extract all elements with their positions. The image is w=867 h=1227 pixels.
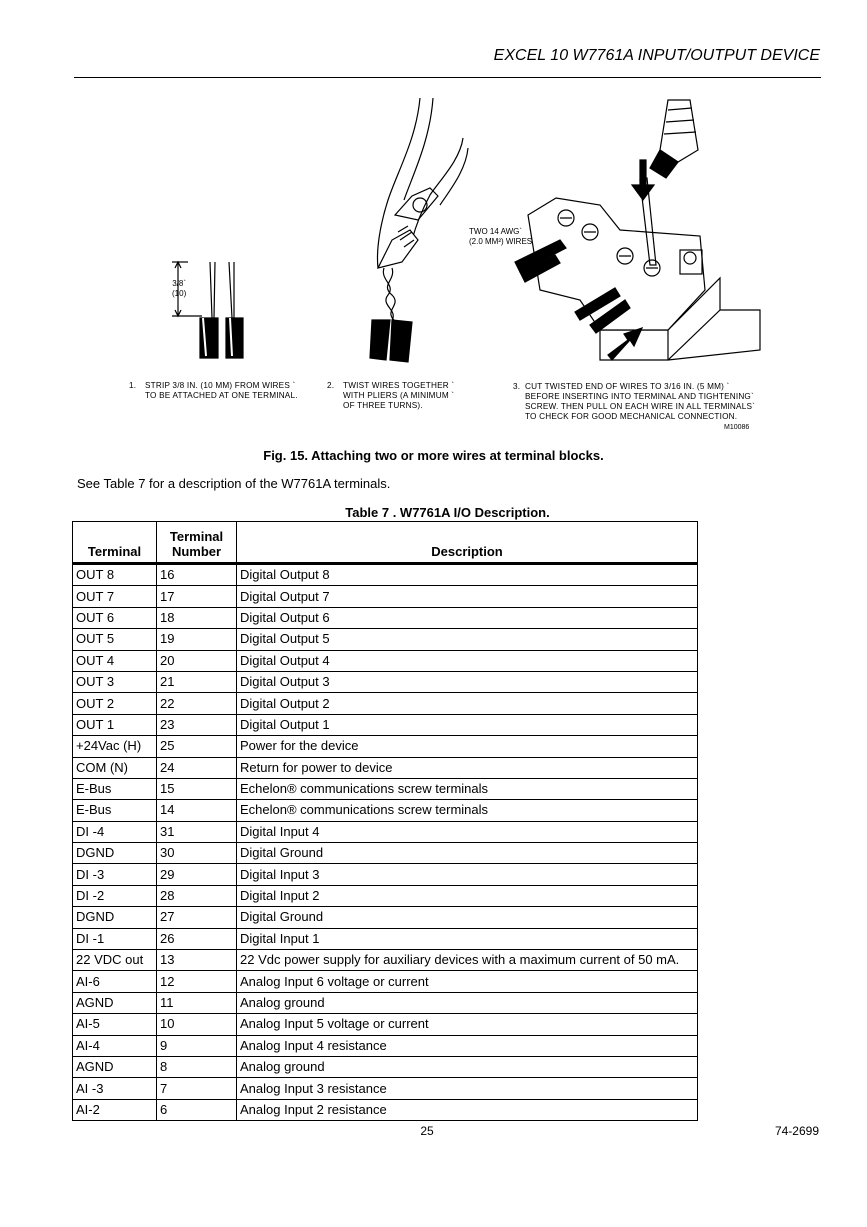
step-3-text: 3. CUT TWISTED END OF WIRES TO 3/16 IN. (5 MM) ` BEFORE INSERTING INTO TERMINAL AND TIGHTENING` SCREW. THEN PULL ON EACH WIRE IN ALL TERMINALS` TO CHECK FOR GOOD MECHANICAL CONNECTION. xyxy=(513,382,756,421)
document-code: 74-2699 xyxy=(774,1124,819,1138)
description-cell: Digital Ground xyxy=(237,843,698,864)
number-cell: 29 xyxy=(157,864,237,885)
terminal-cell: AI-2 xyxy=(73,1099,157,1120)
number-cell: 28 xyxy=(157,885,237,906)
table-row xyxy=(73,1014,698,1035)
table-row xyxy=(73,821,698,842)
wire-attachment-illustration xyxy=(0,85,867,385)
header-terminal: Terminal xyxy=(73,522,157,564)
terminal-cell: OUT 3 xyxy=(73,671,157,692)
pliers-drawing xyxy=(370,98,468,362)
number-cell: 19 xyxy=(157,629,237,650)
number-cell: 21 xyxy=(157,671,237,692)
terminal-cell: AI-6 xyxy=(73,971,157,992)
table-row xyxy=(73,1056,698,1077)
running-header: EXCEL 10 W7761A INPUT/OUTPUT DEVICE xyxy=(493,47,820,64)
number-cell: 18 xyxy=(157,607,237,628)
table-header-row xyxy=(73,522,698,564)
table-row xyxy=(73,607,698,628)
number-cell: 27 xyxy=(157,907,237,928)
number-cell: 9 xyxy=(157,1035,237,1056)
table-row xyxy=(73,992,698,1013)
table-row xyxy=(73,1035,698,1056)
terminal-cell: DI -4 xyxy=(73,821,157,842)
terminal-cell: E-Bus xyxy=(73,800,157,821)
terminal-cell: AI -3 xyxy=(73,1078,157,1099)
table-row xyxy=(73,907,698,928)
terminal-cell: AGND xyxy=(73,1056,157,1077)
terminal-cell: AI-4 xyxy=(73,1035,157,1056)
terminal-cell: OUT 1 xyxy=(73,714,157,735)
description-cell: Analog Input 4 resistance xyxy=(237,1035,698,1056)
table-row xyxy=(73,778,698,799)
description-cell: Digital Ground xyxy=(237,907,698,928)
number-cell: 10 xyxy=(157,1014,237,1035)
table-row xyxy=(73,843,698,864)
terminal-cell: AI-5 xyxy=(73,1014,157,1035)
terminal-cell: DGND xyxy=(73,843,157,864)
number-cell: 20 xyxy=(157,650,237,671)
number-cell: 26 xyxy=(157,928,237,949)
number-cell: 24 xyxy=(157,757,237,778)
table-row xyxy=(73,629,698,650)
description-cell: Power for the device xyxy=(237,736,698,757)
table-row xyxy=(73,885,698,906)
number-cell: 6 xyxy=(157,1099,237,1120)
description-cell: Digital Output 7 xyxy=(237,586,698,607)
number-cell: 23 xyxy=(157,714,237,735)
stripped-wires-drawing xyxy=(172,262,243,358)
description-cell: Echelon® communications screw terminals xyxy=(237,778,698,799)
description-cell: 22 Vdc power supply for auxiliary devices with a maximum current of 50 mA. xyxy=(237,950,698,971)
number-cell: 13 xyxy=(157,950,237,971)
number-cell: 22 xyxy=(157,693,237,714)
terminal-cell: +24Vac (H) xyxy=(73,736,157,757)
number-cell: 11 xyxy=(157,992,237,1013)
description-cell: Analog ground xyxy=(237,1056,698,1077)
description-cell: Digital Output 5 xyxy=(237,629,698,650)
io-description-table xyxy=(72,521,698,1121)
description-cell: Digital Input 4 xyxy=(237,821,698,842)
table-row xyxy=(73,714,698,735)
figure-code: M10086 xyxy=(724,424,750,431)
description-cell: Digital Input 2 xyxy=(237,885,698,906)
description-cell: Digital Output 4 xyxy=(237,650,698,671)
number-cell: 7 xyxy=(157,1078,237,1099)
terminal-cell: OUT 2 xyxy=(73,693,157,714)
wire-gauge-label: TWO 14 AWG` (2.0 MM²) WIRES xyxy=(469,227,533,246)
table-title: Table 7 . W7761A I/O Description. xyxy=(345,505,550,520)
terminal-cell: OUT 7 xyxy=(73,586,157,607)
number-cell: 17 xyxy=(157,586,237,607)
table-row xyxy=(73,950,698,971)
number-cell: 16 xyxy=(157,564,237,586)
intro-paragraph: See Table 7 for a description of the W7761A terminals. xyxy=(77,476,391,491)
table-row xyxy=(73,693,698,714)
terminal-cell: DI -1 xyxy=(73,928,157,949)
number-cell: 25 xyxy=(157,736,237,757)
terminal-cell: E-Bus xyxy=(73,778,157,799)
number-cell: 14 xyxy=(157,800,237,821)
description-cell: Digital Output 1 xyxy=(237,714,698,735)
description-cell: Digital Input 1 xyxy=(237,928,698,949)
description-cell: Analog Input 3 resistance xyxy=(237,1078,698,1099)
description-cell: Digital Output 2 xyxy=(237,693,698,714)
terminal-cell: DI -3 xyxy=(73,864,157,885)
number-cell: 8 xyxy=(157,1056,237,1077)
table-row xyxy=(73,564,698,586)
description-cell: Return for power to device xyxy=(237,757,698,778)
header-description: Description xyxy=(237,522,698,564)
terminal-cell: 22 VDC out xyxy=(73,950,157,971)
terminal-cell: OUT 4 xyxy=(73,650,157,671)
table-row xyxy=(73,1078,698,1099)
step-2-text: 2. TWIST WIRES TOGETHER ` WITH PLIERS (A MINIMUM ` OF THREE TURNS). xyxy=(327,381,455,410)
table-row xyxy=(73,800,698,821)
number-cell: 15 xyxy=(157,778,237,799)
header-rule xyxy=(74,77,821,78)
number-cell: 31 xyxy=(157,821,237,842)
description-cell: Digital Output 8 xyxy=(237,564,698,586)
header-terminal-number: Terminal Number xyxy=(157,522,237,564)
description-cell: Digital Output 3 xyxy=(237,671,698,692)
number-cell: 12 xyxy=(157,971,237,992)
description-cell: Digital Input 3 xyxy=(237,864,698,885)
terminal-cell: DI -2 xyxy=(73,885,157,906)
description-cell: Digital Output 6 xyxy=(237,607,698,628)
terminal-cell: DGND xyxy=(73,907,157,928)
step-1-text: 1. STRIP 3/8 IN. (10 MM) FROM WIRES ` TO BE ATTACHED AT ONE TERMINAL. xyxy=(129,381,298,400)
page-number: 25 xyxy=(420,1124,434,1138)
terminal-cell: AGND xyxy=(73,992,157,1013)
table-row xyxy=(73,1099,698,1120)
table-row xyxy=(73,736,698,757)
table-row xyxy=(73,928,698,949)
table-row xyxy=(73,586,698,607)
terminal-cell: OUT 5 xyxy=(73,629,157,650)
table-row xyxy=(73,971,698,992)
description-cell: Analog Input 5 voltage or current xyxy=(237,1014,698,1035)
description-cell: Analog Input 2 resistance xyxy=(237,1099,698,1120)
terminal-cell: OUT 6 xyxy=(73,607,157,628)
terminal-cell: COM (N) xyxy=(73,757,157,778)
table-row xyxy=(73,671,698,692)
terminal-cell: OUT 8 xyxy=(73,564,157,586)
table-row xyxy=(73,650,698,671)
figure-caption: Fig. 15. Attaching two or more wires at terminal blocks. xyxy=(263,448,604,463)
description-cell: Echelon® communications screw terminals xyxy=(237,800,698,821)
description-cell: Analog Input 6 voltage or current xyxy=(237,971,698,992)
terminal-block-drawing xyxy=(515,100,760,360)
description-cell: Analog ground xyxy=(237,992,698,1013)
table-row xyxy=(73,864,698,885)
table-row xyxy=(73,757,698,778)
number-cell: 30 xyxy=(157,843,237,864)
strip-length-label: 3/8` (10) xyxy=(172,279,187,298)
